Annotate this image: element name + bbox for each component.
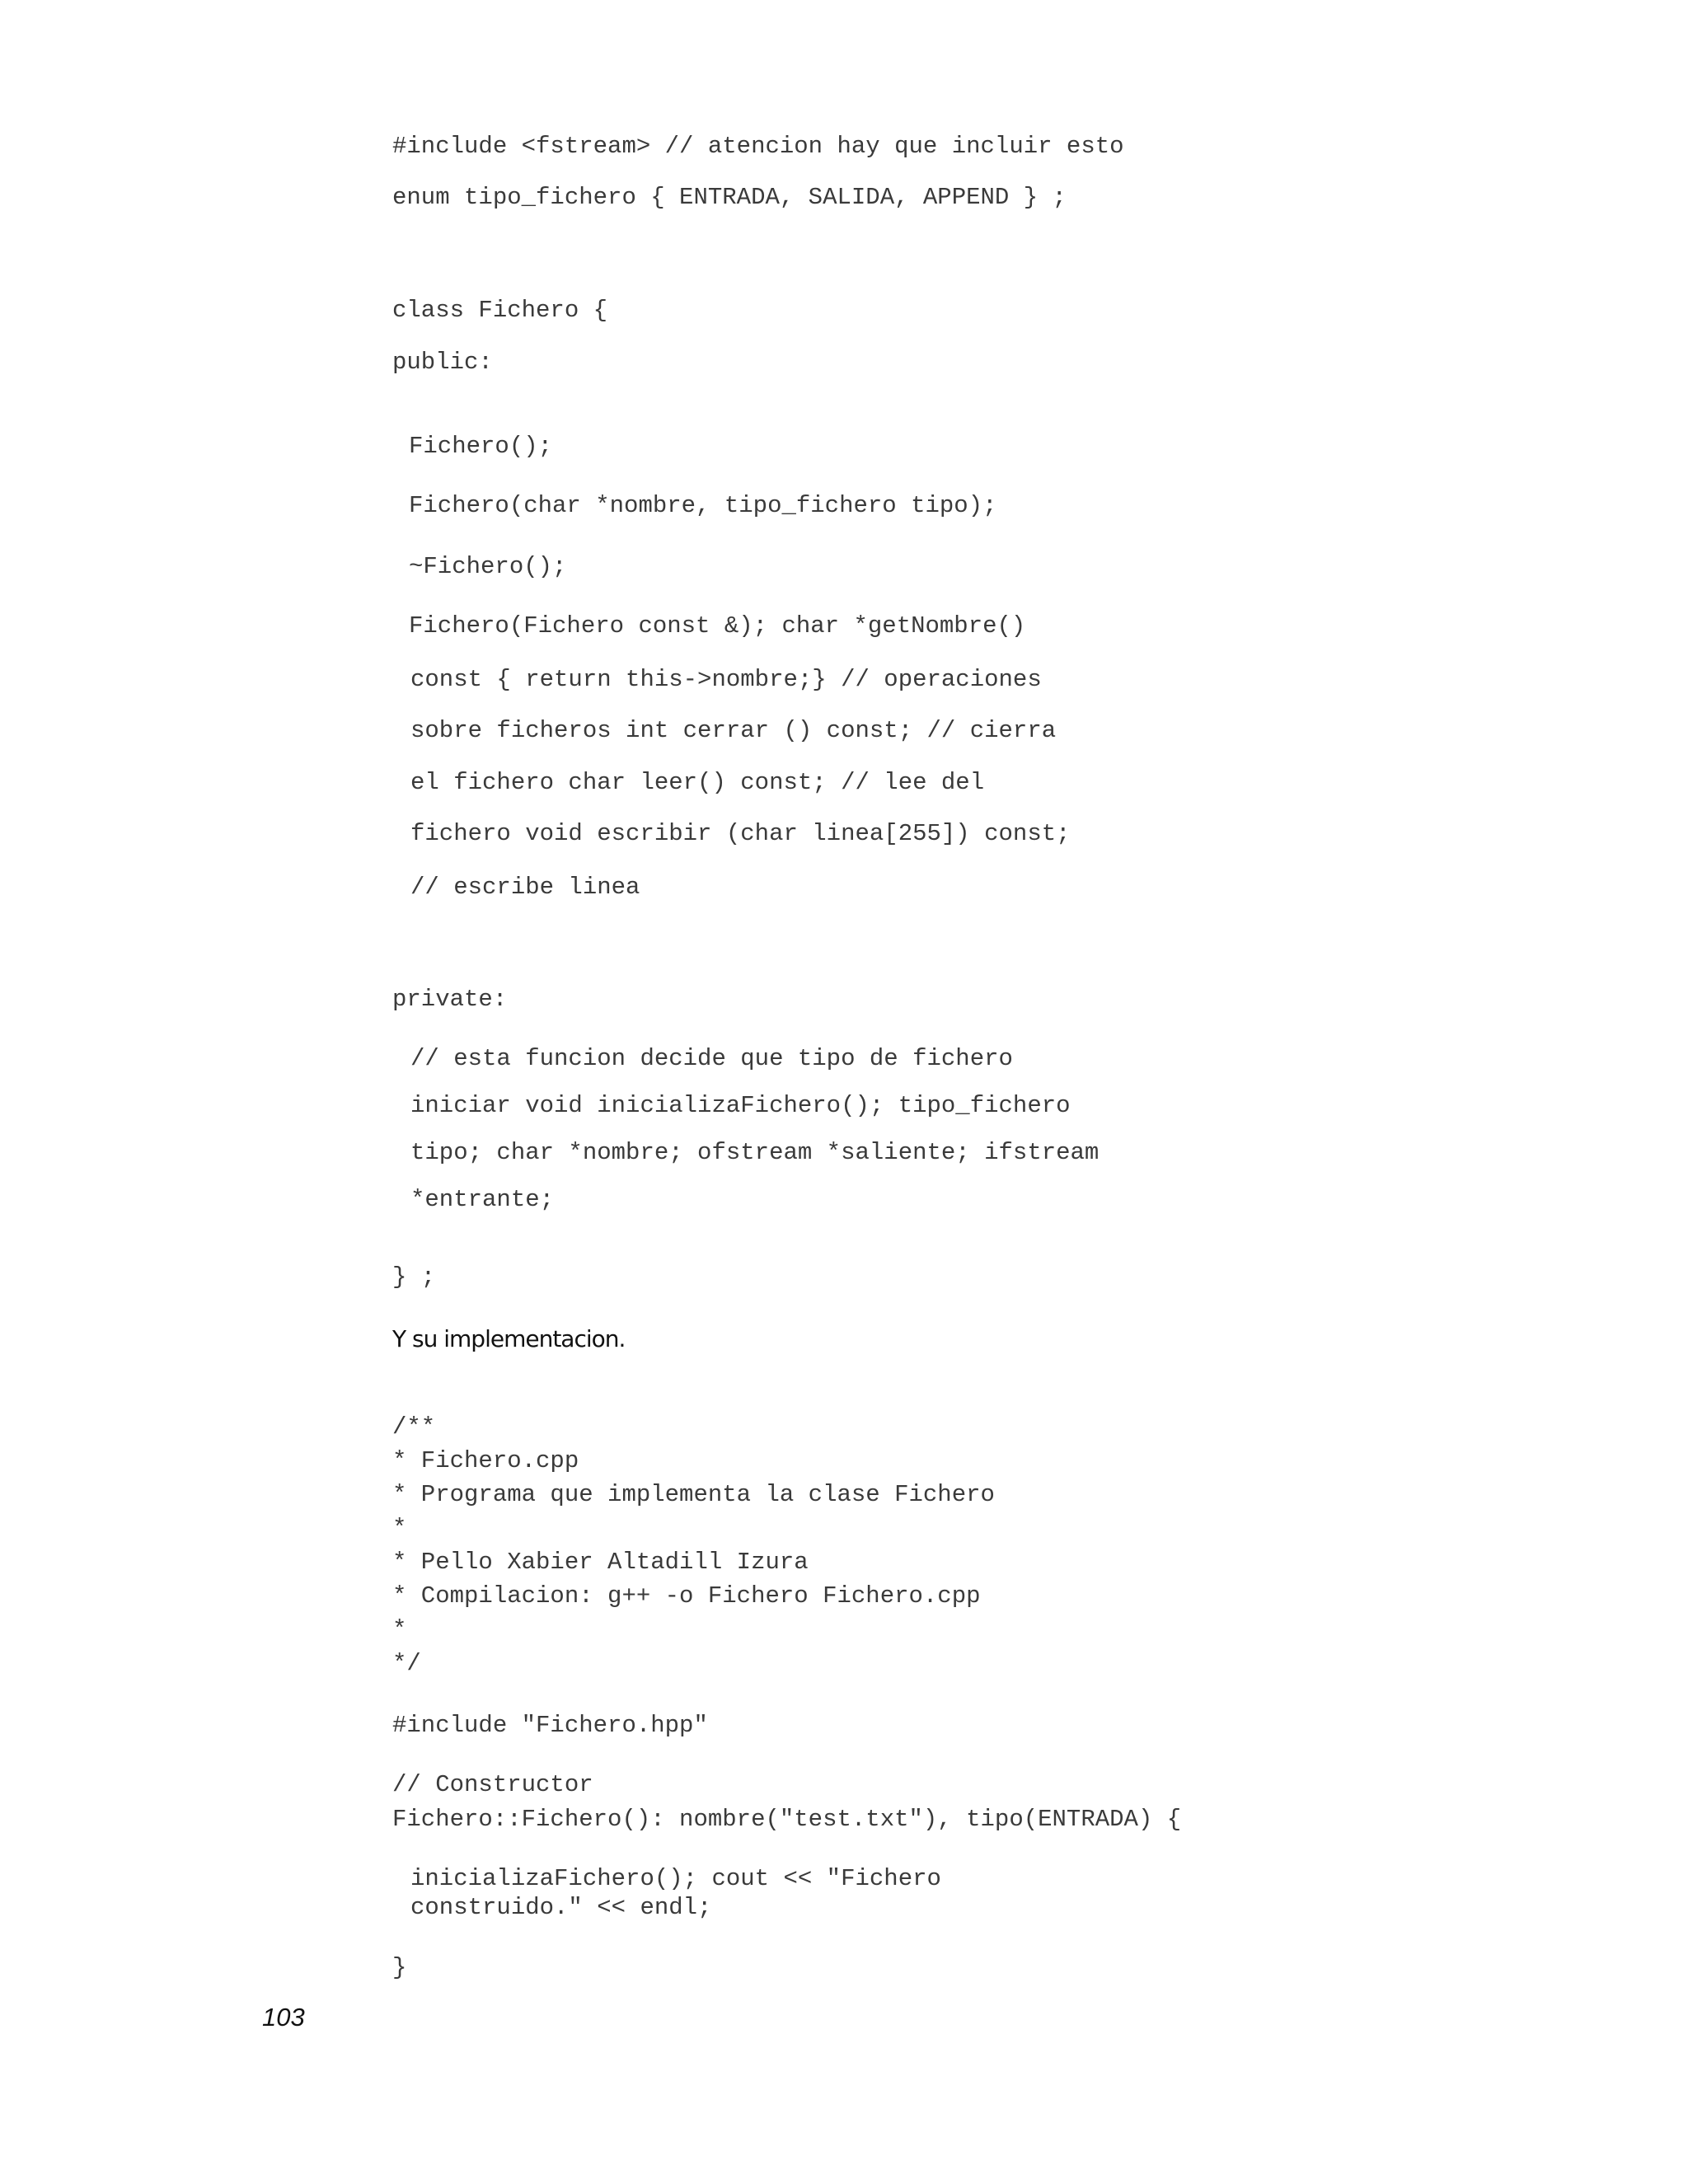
code-line-class-open: class Fichero { bbox=[392, 297, 608, 324]
doc-comment-line: * bbox=[392, 1616, 407, 1643]
page-number: 103 bbox=[262, 2003, 305, 2032]
doc-comment-line: * Fichero.cpp bbox=[392, 1447, 579, 1474]
doc-comment-line: * Programa que implementa la clase Fichero bbox=[392, 1481, 995, 1508]
code-line-constructor-close: } bbox=[392, 1954, 407, 1981]
code-line-member: fichero void escribir (char linea[255]) const; bbox=[410, 820, 1071, 847]
code-line-constructor-body: inicializaFichero(); cout << "Fichero bbox=[410, 1865, 941, 1892]
code-line-member: ~Fichero(); bbox=[409, 553, 567, 580]
code-line-member: // escribe linea bbox=[410, 874, 640, 901]
code-line-member: Fichero(); bbox=[409, 433, 553, 460]
code-line-member: Fichero(Fichero const &); char *getNombre() bbox=[409, 612, 1026, 640]
code-line-constructor-signature: Fichero::Fichero(): nombre("test.txt"), tipo(ENTRADA) { bbox=[392, 1806, 1182, 1833]
code-line-include-hpp: #include "Fichero.hpp" bbox=[392, 1712, 708, 1739]
code-line-member: sobre ficheros int cerrar () const; // cierra bbox=[410, 717, 1057, 744]
code-line-include-fstream: #include <fstream> // atencion hay que incluir esto bbox=[392, 133, 1124, 160]
code-line-constructor-comment: // Constructor bbox=[392, 1771, 593, 1798]
doc-comment-line: * Compilacion: g++ -o Fichero Fichero.cpp bbox=[392, 1582, 981, 1610]
implementation-intro-text: Y su implementacion. bbox=[392, 1325, 626, 1352]
code-line-enum: enum tipo_fichero { ENTRADA, SALIDA, APPEND } ; bbox=[392, 184, 1067, 211]
doc-comment-line: /** bbox=[392, 1413, 436, 1441]
code-line-member: el fichero char leer() const; // lee del bbox=[410, 769, 985, 796]
code-line-private-member: iniciar void inicializaFichero(); tipo_fichero bbox=[410, 1092, 1071, 1119]
code-line-constructor-body: construido." << endl; bbox=[410, 1894, 712, 1921]
code-line-member: const { return this->nombre;} // operaciones bbox=[410, 666, 1042, 693]
code-line-private: private: bbox=[392, 986, 508, 1013]
code-line-private-member: tipo; char *nombre; ofstream *saliente; ifstream bbox=[410, 1139, 1100, 1166]
code-line-class-close: } ; bbox=[392, 1263, 436, 1291]
doc-comment-line: * Pello Xabier Altadill Izura bbox=[392, 1549, 809, 1576]
code-line-private-member: // esta funcion decide que tipo de fichero bbox=[410, 1045, 1013, 1072]
doc-comment-line: * bbox=[392, 1515, 407, 1542]
doc-comment-line: */ bbox=[392, 1650, 421, 1677]
code-line-member: Fichero(char *nombre, tipo_fichero tipo); bbox=[409, 492, 997, 519]
code-line-public: public: bbox=[392, 349, 493, 376]
code-line-private-member: *entrante; bbox=[410, 1186, 555, 1213]
